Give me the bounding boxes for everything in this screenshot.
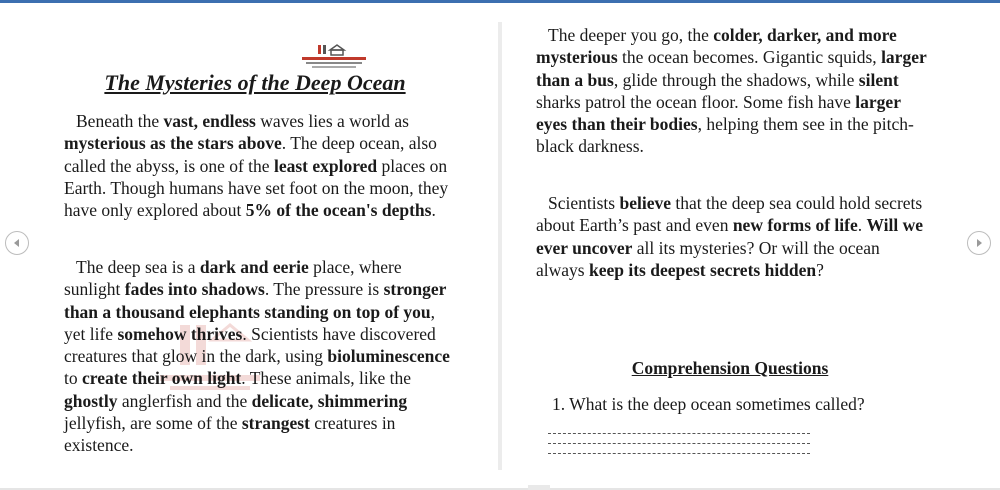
body-text: anglerfish and the — [117, 390, 252, 411]
body-text: place, where sunlight — [64, 257, 402, 300]
body-text: all its mysteries? Or will the ocean always — [536, 237, 880, 280]
emphasis-text: believe — [619, 193, 671, 213]
emphasis-text: new forms of life — [732, 215, 858, 236]
emphasis-text: mysterious as the stars above — [64, 133, 282, 154]
page-title: The Mysteries of the Deep Ocean — [104, 70, 406, 95]
emphasis-text: create their own light — [82, 368, 242, 389]
next-page-button[interactable] — [967, 231, 991, 255]
emphasis-text: somehow thrives — [117, 323, 243, 344]
emphasis-text: Will we ever uncover — [536, 215, 924, 258]
school-logo — [300, 43, 368, 71]
body-text: sharks patrol the ocean floor. Some fish have — [536, 91, 856, 112]
question-1: 1. What is the deep ocean sometimes called? — [552, 394, 865, 414]
emphasis-text: larger eyes than their bodies — [536, 91, 901, 135]
emphasis-text: silent — [858, 69, 899, 90]
body-text: . The deep ocean, also called the abyss, is one of the — [64, 133, 437, 176]
emphasis-text: fades into shadows — [124, 279, 265, 300]
body-text: . The pressure is — [264, 279, 384, 300]
emphasis-text: larger than a bus — [536, 47, 927, 90]
body-text: the ocean becomes. Gigantic squids, — [617, 47, 882, 68]
right-page — [502, 0, 1000, 488]
answer-line[interactable] — [548, 433, 810, 434]
body-text: . These animals, like the — [241, 368, 412, 389]
emphasis-text: colder, darker, and more mysterious — [536, 25, 897, 68]
emphasis-text: 5% of the ocean's depths — [245, 200, 432, 221]
left-page — [0, 0, 498, 488]
body-text: waves lies a world as — [255, 111, 409, 131]
deep-sea-paragraph — [64, 256, 454, 457]
body-text: Scientists — [548, 193, 620, 213]
chevron-right-icon — [973, 237, 985, 249]
body-text: . — [857, 215, 867, 236]
emphasis-text: vast, endless — [163, 111, 256, 131]
emphasis-text: least explored — [273, 155, 378, 176]
previous-page-button[interactable] — [5, 231, 29, 255]
emphasis-text: keep its deepest secrets hidden — [588, 259, 817, 280]
emphasis-text: strangest — [241, 413, 310, 434]
body-text: , glide through the shadows, while — [613, 69, 859, 90]
emphasis-text: stronger than a thousand elephants standing on top of you — [64, 279, 447, 322]
chevron-left-icon — [11, 237, 23, 249]
body-text: . — [431, 200, 436, 221]
body-text: creatures in existence. — [64, 413, 396, 456]
scientists-paragraph — [536, 192, 931, 281]
body-text: ? — [816, 259, 824, 280]
body-text: to — [64, 368, 82, 389]
body-text: , yet life — [64, 301, 436, 344]
emphasis-text: ghostly — [64, 390, 118, 411]
questions-heading: Comprehension Questions — [631, 358, 829, 378]
intro-paragraph — [64, 110, 454, 221]
page-scroll-handle[interactable] — [528, 485, 550, 490]
emphasis-text: dark and eerie — [199, 257, 309, 277]
body-text: jellyfish, are some of the — [64, 413, 242, 434]
body-text: The deep sea is a — [76, 257, 200, 277]
body-text: , helping them see in the pitch-black darkness. — [536, 114, 914, 157]
body-text: that the deep sea could hold secrets about Earth’s past and even — [536, 193, 923, 236]
body-text: Beneath the — [76, 111, 164, 131]
emphasis-text: bioluminescence — [327, 346, 450, 367]
emphasis-text: delicate, shimmering — [251, 390, 408, 411]
body-text: . Scientists have discovered creatures that glow in the dark, using — [64, 323, 436, 367]
body-text: The deeper you go, the — [548, 25, 714, 45]
answer-line[interactable] — [548, 453, 810, 454]
deeper-paragraph — [536, 24, 931, 158]
answer-line[interactable] — [548, 443, 810, 444]
body-text: places on Earth. Though humans have set foot on the moon, they have only explored about — [64, 155, 449, 221]
